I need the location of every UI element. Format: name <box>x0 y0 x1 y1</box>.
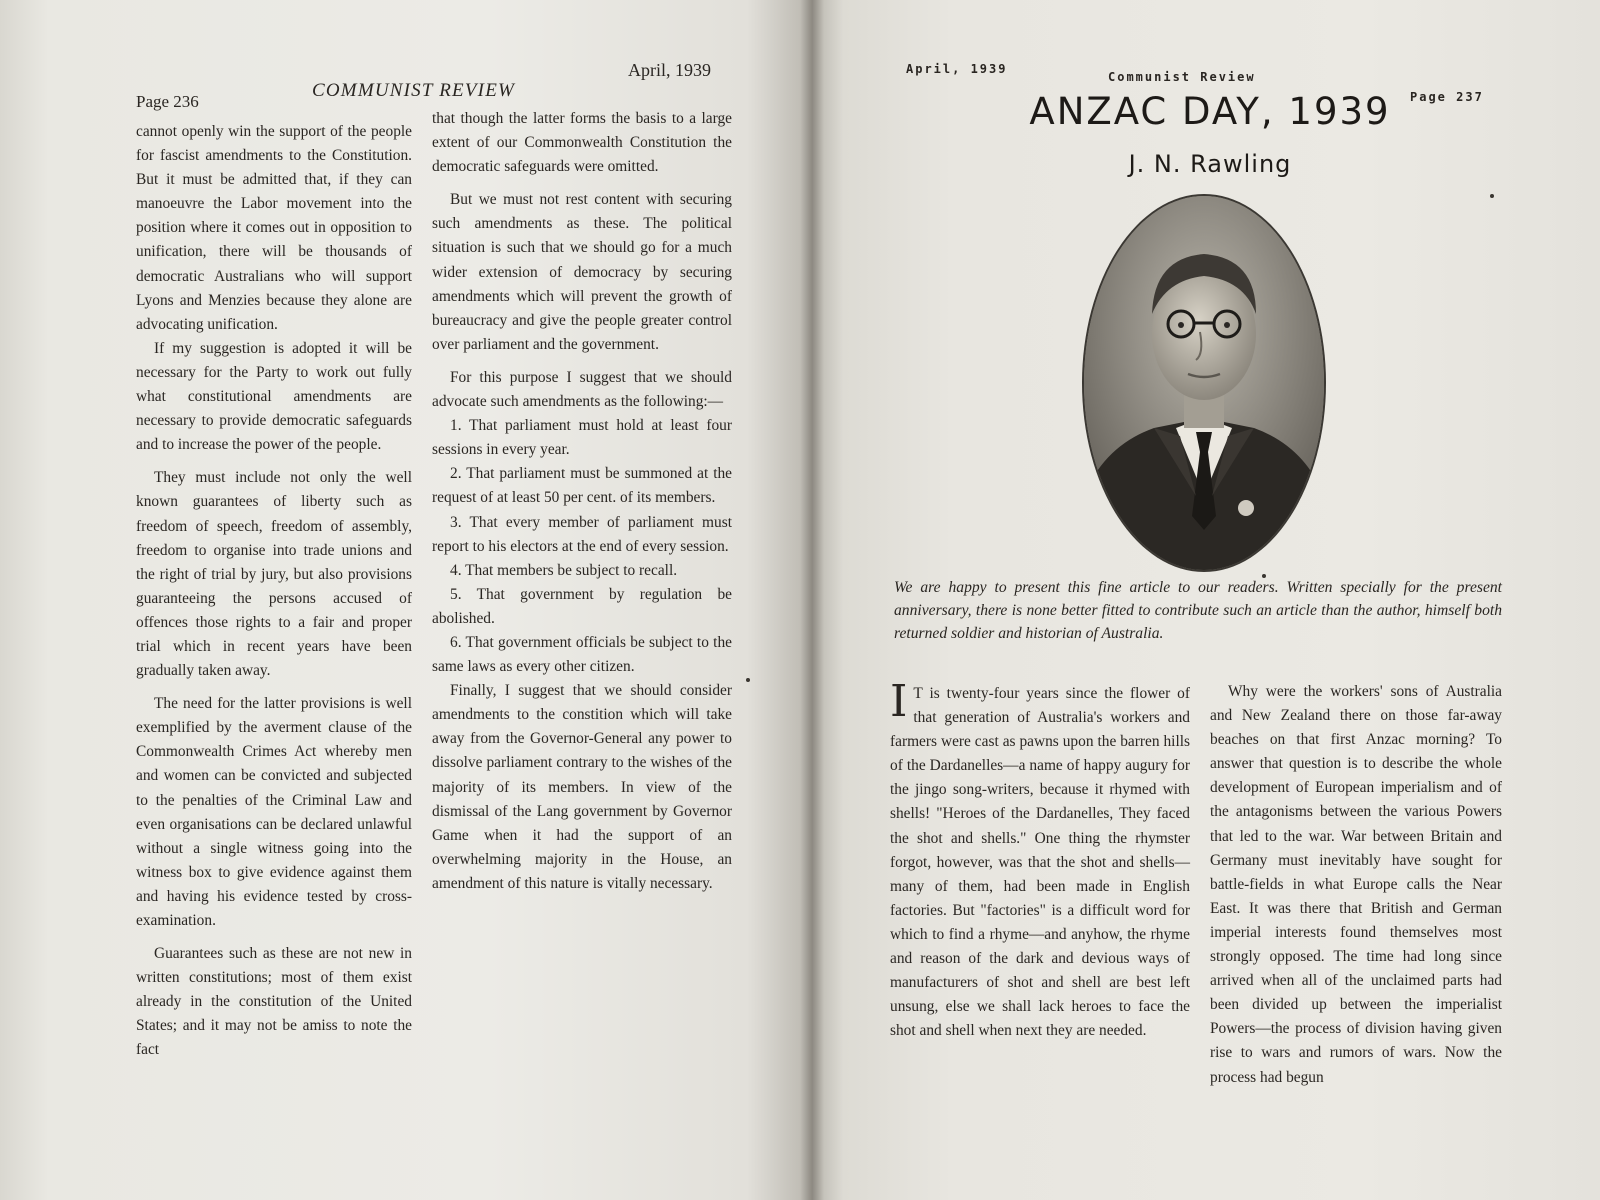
right-running-title: Communist Review <box>1108 70 1256 84</box>
paragraph: The need for the latter provisions is well exemplified by the averment clause of the Commonwealth Crimes Act whereby men and women can be convicted and subjected to the penalties of the Criminal Law and even organisations can be declared unlawful without a single witness going into the witness box to give evidence against them and having his evidence tested by cross-examination. <box>136 695 412 929</box>
print-speck <box>1262 574 1266 578</box>
paragraph: cannot openly win the support of the people for fascist amendments to the Constitution. But it must be admitted that, if they can manoeuvre the Labor movement into the position where it comes out in opposition to unification, there will be thousands of democratic Australians who will support Lyons and Menzies because they alone are advocating unification. <box>136 123 412 333</box>
right-page-number: Page 237 <box>1410 90 1484 104</box>
left-running-date: April, 1939 <box>628 60 711 80</box>
numbered-item: 6. That government officials be subject to the same laws as every other citizen. <box>432 633 732 676</box>
paragraph: They must include not only the well known guarantees of liberty such as freedom of speech, freedom of assembly, freedom to organise into trade unions and the right of trial by jury, but also provisions guaranteeing the persons accused of offences those rights to a fair and proper trial which in recent years have been gradually taken away. <box>136 469 412 680</box>
drop-cap: I <box>890 676 908 727</box>
author-portrait <box>1084 196 1324 570</box>
paragraph: For this purpose I suggest that we should advocate such amendments as the following:— <box>432 368 732 411</box>
left-page-number: Page 236 <box>136 92 199 111</box>
paragraph: Why were the workers' sons of Australia and New Zealand there on those far-away beaches on that first Anzac morning? To answer that question is to describe the whole development of European imperialism and of the antagonisms between the various Powers that led to the war. War between Britain and Germany must inevitably have sought for battle-fields in what Europe calls the Near East. It was there that British and German imperial interests found themselves most strongly opposed. The time had long since arrived when all of the unclaimed parts had been divided up between the imperialist Powers—the process of division having given rise to wars and rumors of wars. Now the process had begun <box>1210 683 1502 1086</box>
paragraph: Finally, I suggest that we should consider amendments to the constition which will take away from the Governor-General any power to dissolve parliament contrary to the wishes of the majority of its members. In view of the dismissal of the Lang government by Governor Game when it had the support of an overwhelming majority in the House, an amendment of this nature is vitally necessary. <box>432 682 732 892</box>
print-speck <box>1490 194 1494 198</box>
right-text-column-1 <box>890 676 1190 1043</box>
numbered-item: 1. That parliament must hold at least four sessions in every year. <box>432 417 732 459</box>
left-text-column-1 <box>136 120 412 1063</box>
paragraph: that though the latter forms the basis to a large extent of our Commonwealth Constitution the democratic safeguards were omitted. <box>432 110 732 176</box>
paragraph: Guarantees such as these are not new in written constitutions; most of them exist already in the constitution of the United States; and it may not be amiss to note the fact <box>136 945 412 1059</box>
numbered-item: 4. That members be subject to recall. <box>450 561 678 579</box>
article-author: J. N. Rawling <box>1128 150 1292 178</box>
numbered-item: 2. That parliament must be summoned at the request of at least 50 per cent. of its members. <box>432 465 732 507</box>
paragraph: But we must not rest content with securing such amendments as these. The political situation is such that we should go for a much wider extension of democracy by securing amendments which will prevent the growth of bureaucracy and give the people greater control over parliament and the government. <box>432 191 732 353</box>
article-title: ANZAC DAY, 1939 <box>1029 90 1391 133</box>
numbered-item: 3. That every member of parliament must report to his electors at the end of every session. <box>432 513 732 555</box>
left-text-column-2 <box>432 107 732 896</box>
book-gutter <box>800 0 824 1200</box>
right-text-column-2 <box>1210 680 1502 1090</box>
paragraph: If my suggestion is adopted it will be necessary for the Party to work out fully what constitutional amendments are necessary to provide democratic safeguards and to increase the power of the people. <box>136 339 412 454</box>
editorial-intro: We are happy to present this fine article to our readers. Written specially for the present anniversary, there is none better fitted to contribute such an article than the author, himself both returned soldier and historian of Australia. <box>894 579 1502 642</box>
right-running-date: April, 1939 <box>906 62 1008 76</box>
numbered-item: 5. That government by regulation be abolished. <box>432 585 732 627</box>
left-running-title: COMMUNIST REVIEW <box>312 80 516 101</box>
print-speck <box>746 678 750 682</box>
portrait-photo <box>1084 196 1324 570</box>
paragraph: T is twenty-four years since the flower of that generation of Australia's workers and farmers were cast as pawns upon the barren hills of the Dardanelles—a name of happy augury for the jingo song-writers, because it rhymed with shells! "Heroes of the Dardanelles, They faced the shot and shells." One thing the rhymster forgot, however, was that the shot and shells—many of them, had been made in English factories. But "factories" is a difficult word for which to find a rhyme—and anyhow, the rhyme and reason of the dark and devious ways of manufacturers of shot and shell are best left unsung, else we shall lack heroes to face the shot and shell when next they are needed. <box>890 685 1190 1040</box>
